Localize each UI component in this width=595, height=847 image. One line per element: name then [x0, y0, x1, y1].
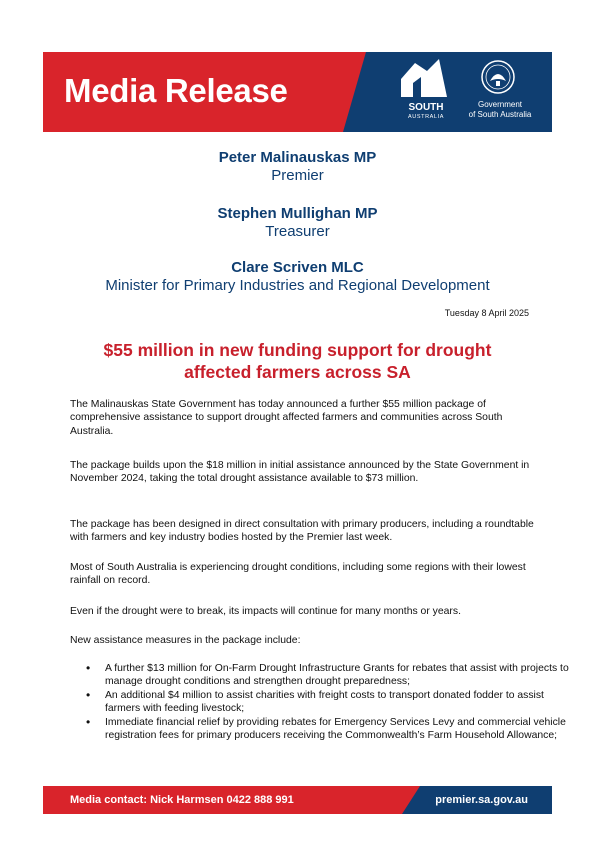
minister-name: Peter Malinauskas MP [218, 149, 377, 166]
paragraph: Most of South Australia is experiencing drought conditions, including some regions with their lowest rainfall on record. [70, 562, 526, 587]
media-release-banner [43, 52, 552, 132]
paragraph: The package builds upon the $18 million in initial assistance announced by the State Government in November 2024, taking the total drought assistance available to $73 million. [70, 460, 530, 485]
release-date: Tuesday 8 April 2025 [444, 308, 529, 318]
footer-bar [43, 786, 552, 814]
minister-name: Stephen Mullighan MP [217, 205, 378, 222]
list-item: • An additional $4 million to assist charities with freight costs to transport donated fodder to assist farmers with feeding livestock; [105, 689, 575, 716]
paragraph: New assistance measures in the package include: [70, 635, 301, 646]
gov-line-2: of South Australia [468, 110, 532, 119]
list-item: • Immediate financial relief by providing rebates for Emergency Services Levy and commercial vehicle registration fees for primary producers receiving the Commonwealth’s Farm Household Allowance; [105, 716, 575, 743]
paragraph: The Malinauskas State Government has today announced a further $55 million package of comprehensive assistance to support drought affected farmers and communities across South Australia. [70, 399, 503, 437]
paragraph: The package has been designed in direct consultation with primary producers, including a roundtable with farmers and key industry bodies hosted by the Premier last week. [70, 519, 534, 544]
banner-title: Media Release [64, 72, 288, 109]
government-crest-icon [480, 59, 516, 95]
minister-block-2 [0, 205, 595, 241]
minister-role: Minister for Primary Industries and Regional Development [105, 277, 490, 294]
minister-name: Clare Scriven MLC [231, 259, 364, 276]
sa-logo-sub: AUSTRALIA [408, 114, 444, 120]
measures-list [70, 662, 575, 742]
media-contact: Media contact: Nick Harmsen 0422 888 991 [70, 794, 294, 806]
minister-block-1 [0, 149, 595, 185]
headline-line-1: $55 million in new funding support for drought [103, 340, 492, 360]
headline [60, 339, 535, 383]
paragraph: Even if the drought were to break, its impacts will continue for many months or years. [70, 606, 461, 617]
government-label [455, 100, 545, 120]
gov-line-1: Government [477, 100, 523, 109]
minister-block-3 [0, 259, 595, 295]
sa-logo-word: SOUTH [408, 102, 444, 113]
headline-line-2: affected farmers across SA [184, 362, 411, 382]
minister-role: Premier [271, 167, 324, 184]
minister-role: Treasurer [265, 223, 330, 240]
website-link[interactable]: premier.sa.gov.au [435, 794, 528, 806]
list-item: • A further $13 million for On-Farm Drought Infrastructure Grants for rebates that assist with projects to manage drought conditions and strengthen drought preparedness; [105, 662, 575, 689]
